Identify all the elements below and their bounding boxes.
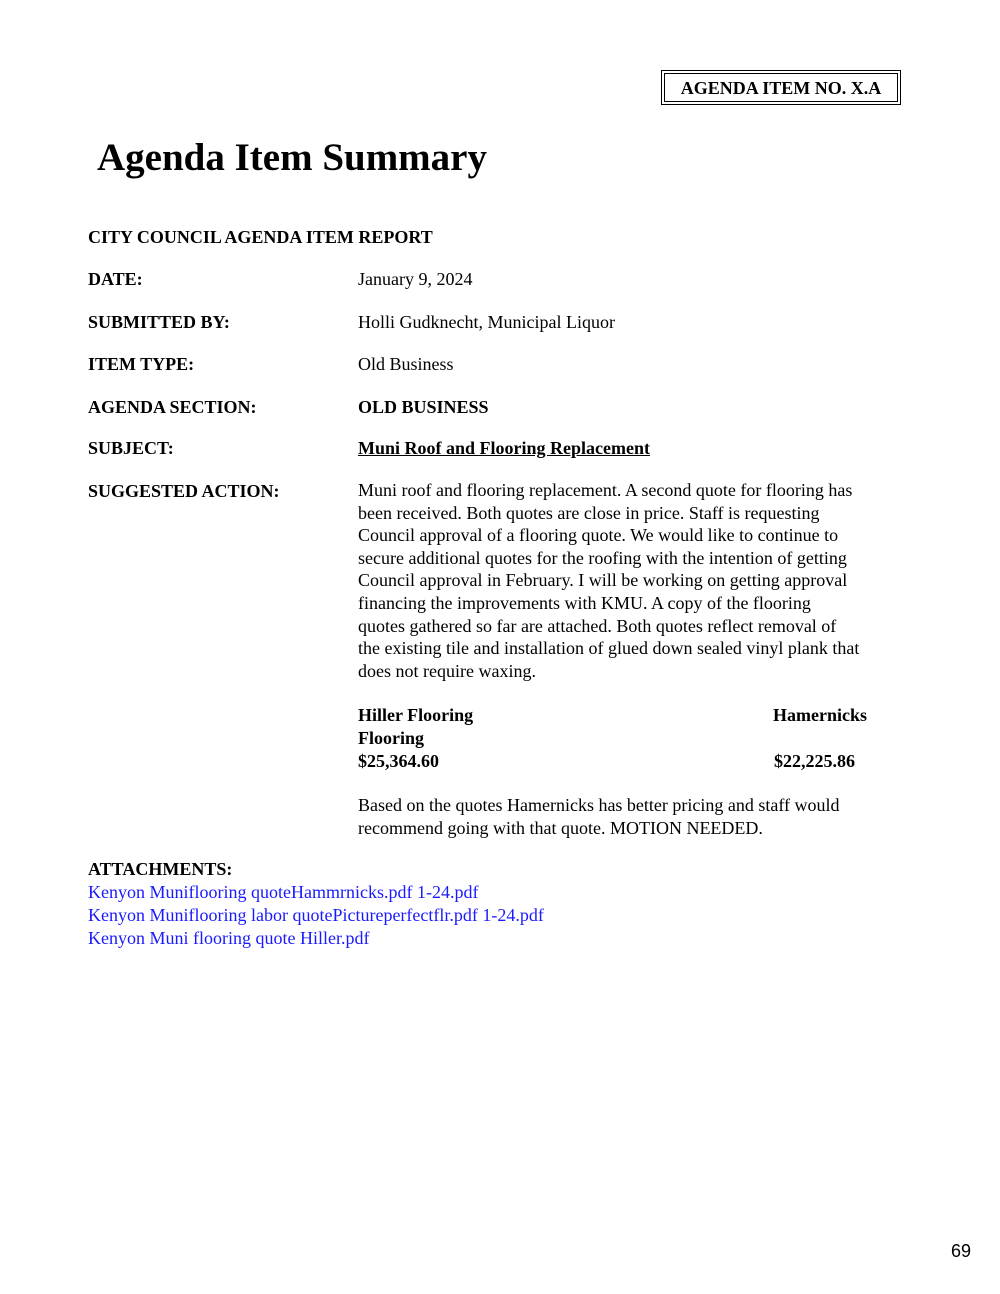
hamernicks-quote-amount: $22,225.86	[774, 751, 855, 771]
date-value: January 9, 2024	[358, 269, 473, 289]
hiller-quote-name: Hiller Flooring	[358, 705, 474, 725]
page-number: 69	[951, 1241, 972, 1261]
subject-label: SUBJECT:	[88, 438, 174, 458]
suggested-action-line: quotes gathered so far are attached. Both quotes reflect removal of	[358, 615, 837, 636]
suggested-action-line: secure additional quotes for the roofing with the intention of getting	[358, 547, 847, 568]
date-label: DATE:	[88, 269, 143, 289]
subject-value: Muni Roof and Flooring Replacement	[358, 438, 650, 458]
recommendation-line: recommend going with that quote. MOTION NEEDED.	[358, 817, 763, 838]
page-title: Agenda Item Summary	[97, 136, 487, 179]
suggested-action-line: the existing tile and installation of glued down sealed vinyl plank that	[358, 638, 860, 659]
submitted-by-value: Holli Gudknecht, Municipal Liquor	[358, 312, 615, 332]
suggested-action-text	[358, 479, 918, 682]
item-type-label: ITEM TYPE:	[88, 354, 195, 374]
suggested-action-label: SUGGESTED ACTION:	[88, 481, 280, 501]
suggested-action-line: Council approval of a flooring quote. We would like to continue to	[358, 525, 839, 546]
item-type-value: Old Business	[358, 354, 454, 374]
hamernicks-quote-name: Hamernicks	[773, 705, 867, 725]
hiller-quote-amount: $25,364.60	[358, 751, 439, 771]
agenda-section-label: AGENDA SECTION:	[88, 397, 257, 417]
suggested-action-line: Muni roof and flooring replacement. A second quote for flooring has	[358, 480, 853, 500]
agenda-item-number: AGENDA ITEM NO. X.A	[664, 73, 898, 102]
report-title: CITY COUNCIL AGENDA ITEM REPORT	[88, 227, 433, 247]
attachment-link-pictureperfect[interactable]: Kenyon Muniflooring labor quotePictureperfectflr.pdf 1-24.pdf	[88, 905, 544, 925]
attachment-link-hiller[interactable]: Kenyon Muni flooring quote Hiller.pdf	[88, 928, 370, 948]
submitted-by-label: SUBMITTED BY:	[88, 312, 230, 332]
suggested-action-line: financing the improvements with KMU. A copy of the flooring	[358, 592, 811, 613]
suggested-action-line: does not require waxing.	[358, 660, 536, 681]
agenda-section-value: OLD BUSINESS	[358, 397, 489, 417]
agenda-item-box	[661, 70, 901, 105]
recommendation-text	[358, 794, 840, 839]
attachment-link-hamernicks[interactable]: Kenyon Muniflooring quoteHammrnicks.pdf 1-24.pdf	[88, 882, 479, 902]
recommendation-line: Based on the quotes Hamernicks has better pricing and staff would	[358, 795, 840, 815]
hamernicks-quote-name-continued: Flooring	[358, 728, 424, 748]
suggested-action-line: been received. Both quotes are close in price. Staff is requesting	[358, 502, 820, 523]
attachments-heading: ATTACHMENTS:	[88, 859, 233, 879]
suggested-action-line: Council approval in February. I will be working on getting approval	[358, 570, 848, 591]
